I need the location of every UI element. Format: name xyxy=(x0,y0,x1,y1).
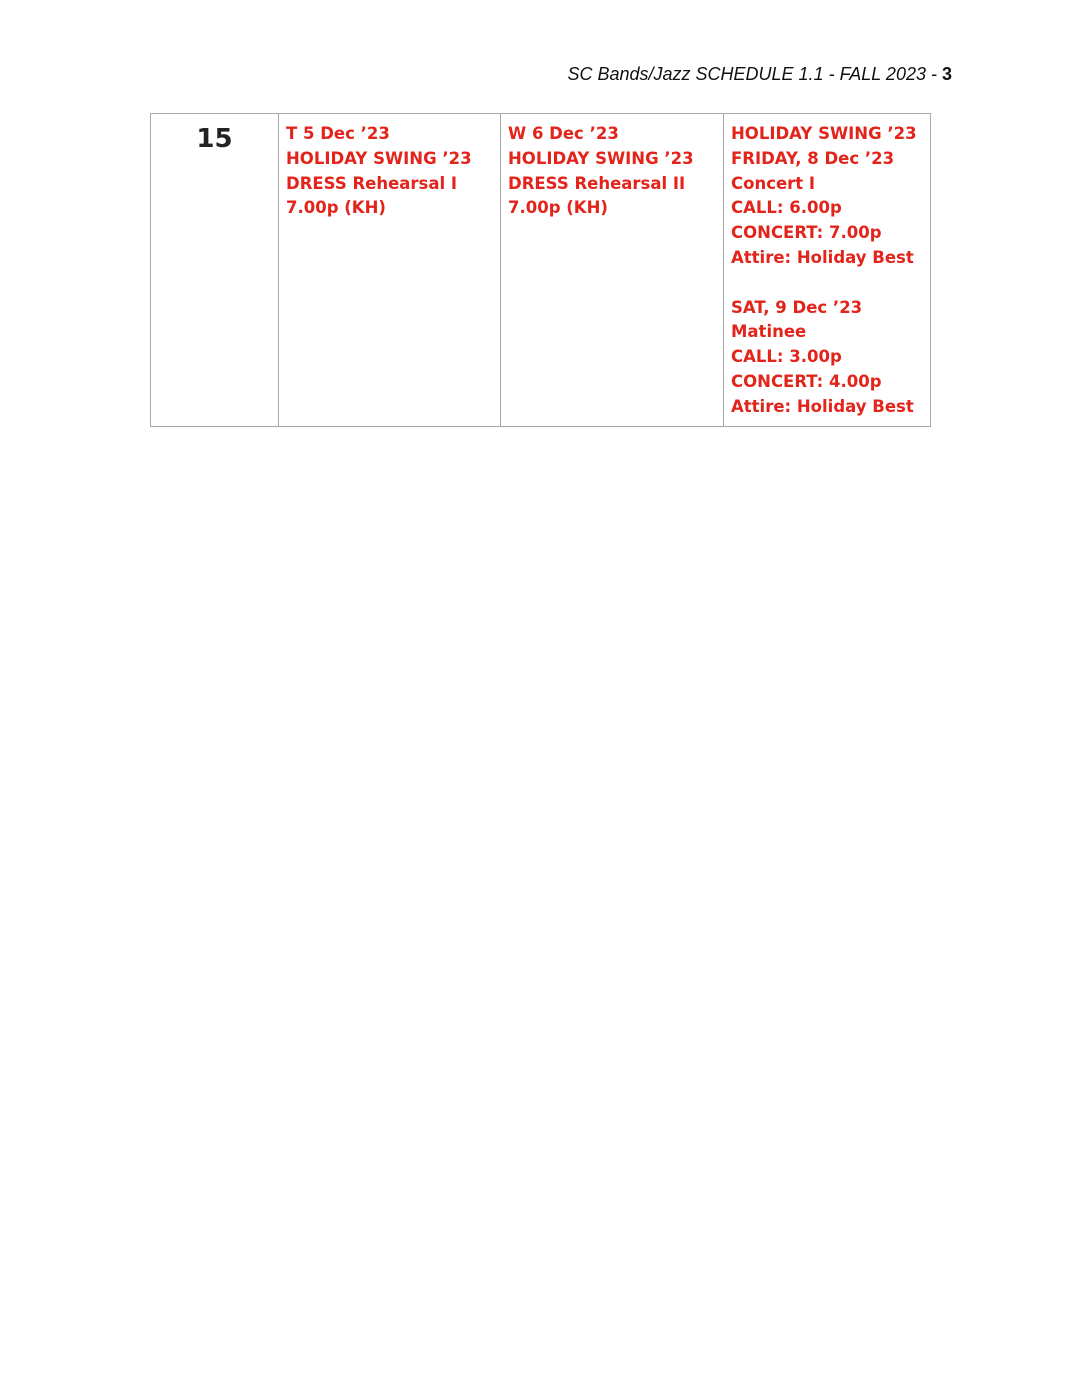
tuesday-date: T 5 Dec ’23 xyxy=(286,124,390,143)
saturday-attire: Attire: Holiday Best xyxy=(731,396,914,416)
tuesday-event-type: DRESS Rehearsal I xyxy=(286,173,458,193)
saturday-concert-name: Matinee xyxy=(731,322,807,342)
schedule-table xyxy=(150,113,931,427)
spacer xyxy=(731,271,923,296)
tuesday-event-title: HOLIDAY SWING ’23 xyxy=(286,148,472,168)
page-number: 3 xyxy=(941,64,952,84)
page-header xyxy=(567,64,952,85)
week-number: 15 xyxy=(196,124,233,154)
tuesday-time: 7.00p (KH) xyxy=(286,198,386,218)
concert-cell xyxy=(724,114,931,427)
friday-date: FRIDAY, 8 Dec ’23 xyxy=(731,148,895,168)
saturday-date: SAT, 9 Dec ’23 xyxy=(731,297,863,317)
wednesday-date: W 6 Dec ’23 xyxy=(508,124,619,143)
friday-concert-time: CONCERT: 7.00p xyxy=(731,223,882,243)
wednesday-event-type: DRESS Rehearsal II xyxy=(508,173,686,193)
wednesday-event-title: HOLIDAY SWING ’23 xyxy=(508,148,694,168)
concert-title: HOLIDAY SWING ’23 xyxy=(731,124,917,143)
wednesday-cell xyxy=(501,114,724,427)
tuesday-cell xyxy=(279,114,501,427)
document-title: SC Bands/Jazz SCHEDULE 1.1 - FALL 2023 - xyxy=(567,64,942,84)
friday-call-time: CALL: 6.00p xyxy=(731,198,842,218)
saturday-concert-time: CONCERT: 4.00p xyxy=(731,371,882,391)
saturday-call-time: CALL: 3.00p xyxy=(731,347,842,367)
table-row xyxy=(151,114,931,427)
friday-concert-name: Concert I xyxy=(731,173,816,193)
week-cell xyxy=(151,114,279,427)
wednesday-time: 7.00p (KH) xyxy=(508,198,608,218)
friday-attire: Attire: Holiday Best xyxy=(731,247,914,267)
